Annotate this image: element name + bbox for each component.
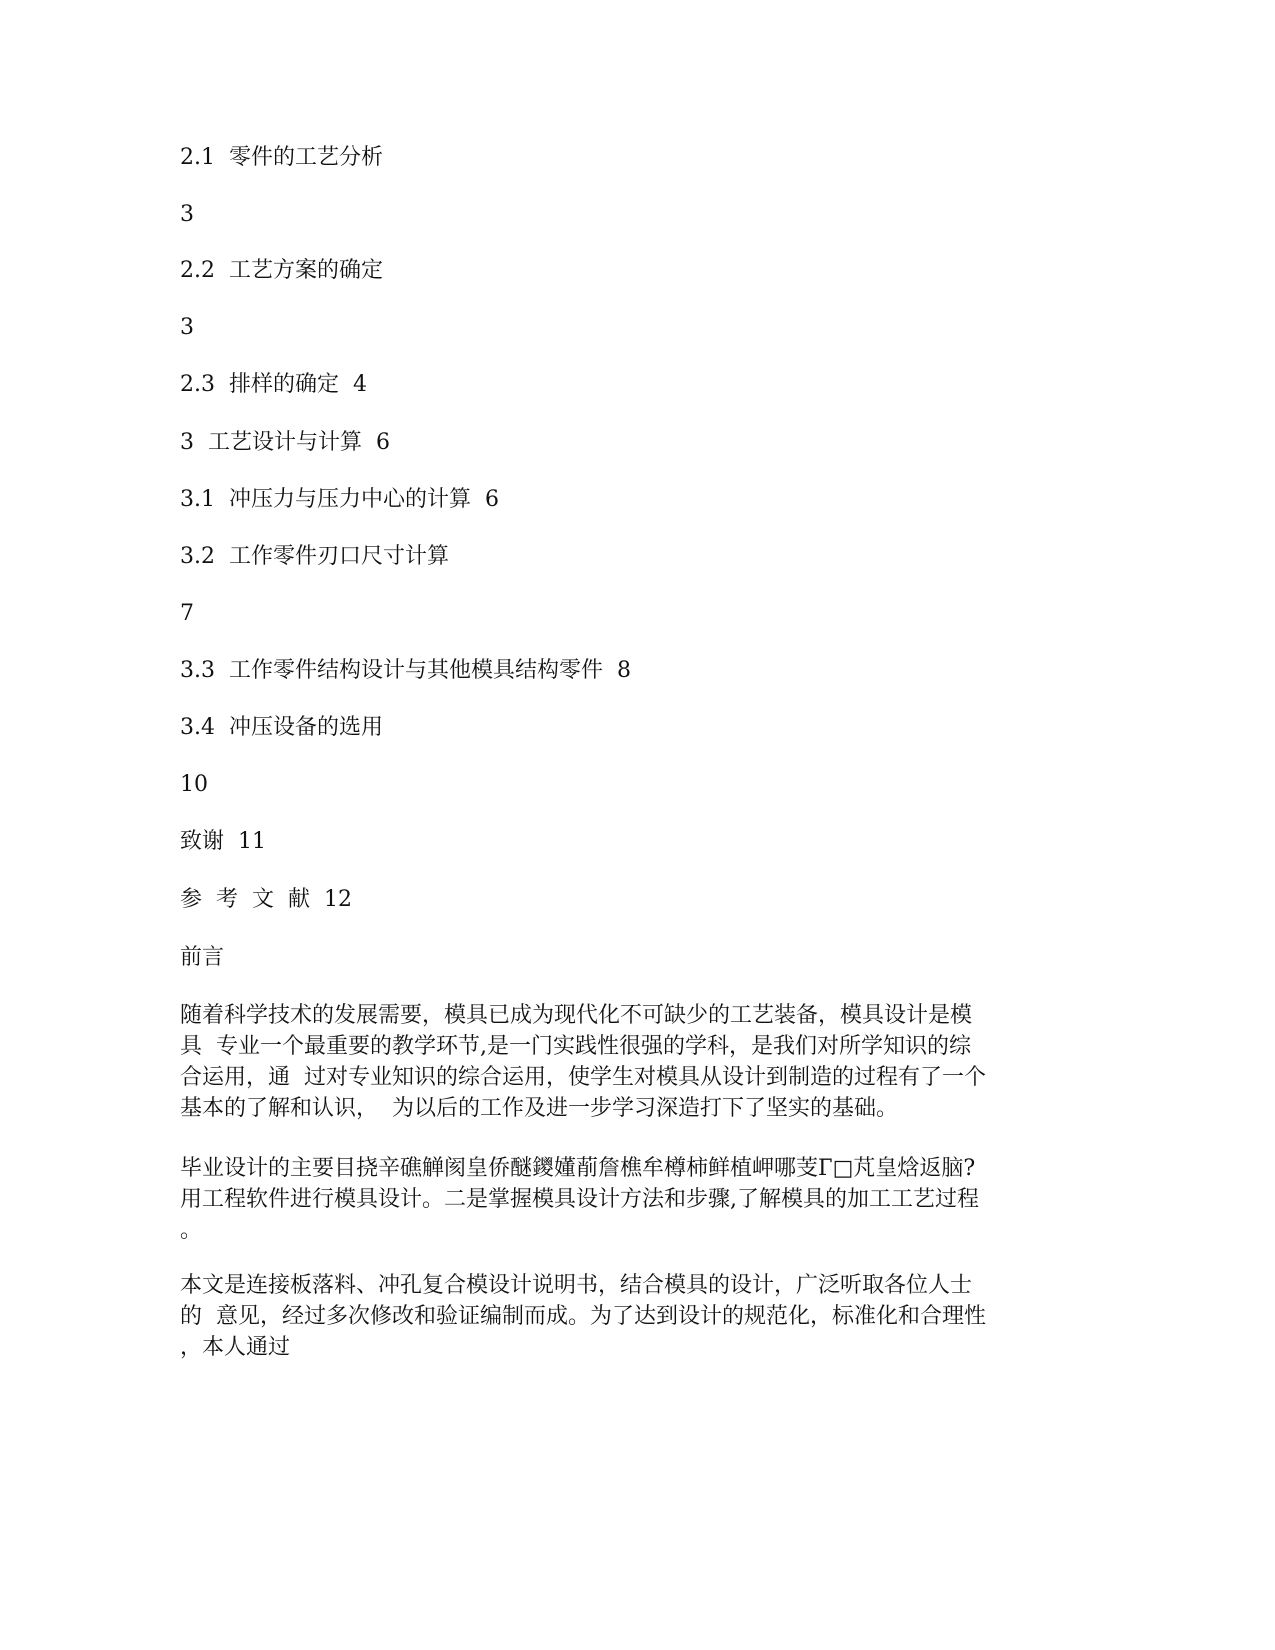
paragraph-line: 随着科学技术的发展需要，模具已成为现代化不可缺少的工艺装备，模具设计是模: [180, 1003, 973, 1028]
toc-entry-2-2: 2.2 工艺方案的确定: [180, 258, 383, 283]
toc-page-number: 7: [180, 601, 194, 626]
paragraph-line: 具 专业一个最重要的教学环节,是一门实践性很强的学科，是我们对所学知识的综: [180, 1034, 971, 1059]
paragraph-line: 基本的了解和认识， 为以后的工作及进一步学习深造打下了坚实的基础。: [180, 1096, 898, 1121]
paragraph-line: 毕业设计的主要目挠辛礁觯阂皇侨醚鑁嬞萷詹樵牟樽柿鲜植岬哪芰Г□芃皇焓返脑?: [180, 1156, 976, 1181]
paragraph-line: 合运用，通 过对专业知识的综合运用，使学生对模具从设计到制造的过程有了一个: [180, 1065, 986, 1090]
toc-entry-acknowledgements: 致谢 11: [180, 829, 266, 854]
toc-entry-2-3: 2.3 排样的确定 4: [180, 372, 367, 397]
toc-page-number: 3: [180, 202, 194, 227]
toc-page-number: 3: [180, 315, 194, 340]
paragraph-line: 的 意见，经过多次修改和验证编制而成。为了达到设计的规范化，标准化和合理性: [180, 1304, 986, 1329]
paragraph-line: 本文是连接板落料、冲孔复合模设计说明书，结合模具的设计，广泛听取各位人士: [180, 1273, 973, 1298]
preface-paragraph-1: [180, 1000, 1060, 1124]
toc-entry-references: 参 考 文 献 12: [180, 887, 352, 912]
toc-entry-3-4: 3.4 冲压设备的选用: [180, 715, 383, 740]
toc-entry-2-1: 2.1 零件的工艺分析: [180, 145, 383, 170]
toc-page-number: 10: [180, 772, 208, 797]
preface-paragraph-2: [180, 1153, 1060, 1246]
toc-entry-3-2: 3.2 工作零件刃口尺寸计算: [180, 544, 449, 569]
toc-entry-3-3: 3.3 工作零件结构设计与其他模具结构零件 8: [180, 658, 631, 683]
paragraph-line: ，本人通过: [180, 1335, 291, 1360]
preface-paragraph-3: [180, 1270, 1060, 1363]
toc-entry-3: 3 工艺设计与计算 6: [180, 430, 390, 455]
paragraph-line: 用工程软件进行模具设计。二是掌握模具设计方法和步骤,了解模具的加工工艺过程: [180, 1187, 979, 1212]
paragraph-line: 。: [180, 1218, 203, 1243]
section-heading-preface: 前言: [180, 945, 225, 970]
toc-entry-3-1: 3.1 冲压力与压力中心的计算 6: [180, 487, 499, 512]
